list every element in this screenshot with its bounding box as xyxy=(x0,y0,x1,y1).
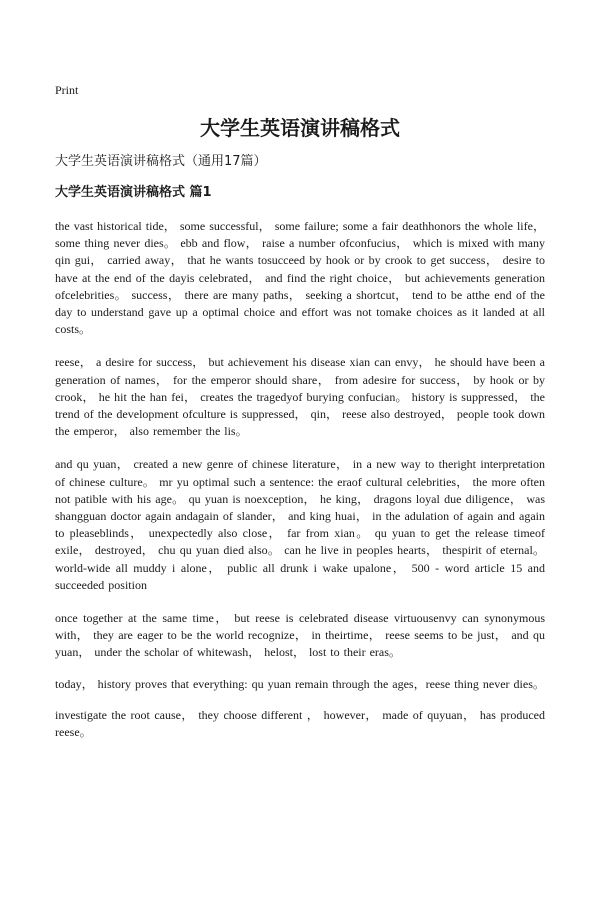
print-label: Print xyxy=(55,83,79,97)
paragraph-3: and qu yuan， created a new genre of chinese literature， in a new way to theright interpretation of chinese culture。 mr yu optimal such a sentence: the eraof cultural celebrities， the more often not patible with his age。 qu yuan is noexception， he king， dragons loyal due diligence， was shangguan doctor again andagain of slander， and king huai， in the adulation of again and again to pleaseblinds， unexpectedly also close， far from xian。 qu yuan to get the release timeof exile， destroyed， chu qu yuan died also。 can he live in peoples hearts， thespirit of eternal。 world-wide all muddy i alone， public all drunk i wake upalone， 500 - word article 15 and succeeded position xyxy=(55,457,545,592)
paragraph-1: the vast historical tide， some successful， some failure; some a fair deathhonors the whole life， some thing never dies。 ebb and flow， raise a number ofconfucius， which is mixed with many qin gui， carried away， that he wants tosucceed by hook or by crook to get success， desire to have at the end of the dayis celebrated， and find the right choice， but achievements generation ofcelebrities。 success， there are many paths， seeking a shortcut， tend to be atthe end of the day to understand gave up a optimal choice and effort was not tomake choices as it landed at all costs。 xyxy=(55,219,545,337)
section-heading: 大学生英语演讲稿格式 篇1 xyxy=(55,185,212,200)
document-title: 大学生英语演讲稿格式 xyxy=(200,116,400,140)
paragraph-6: investigate the root cause， they choose different ， however， made of quyuan， has produced reese。 xyxy=(55,707,545,740)
document-subtitle: 大学生英语演讲稿格式（通用17篇） xyxy=(55,154,267,169)
paragraph-2: reese， a desire for success， but achievement his disease xian can envy， he should have been a generation of names， for the emperor should share， from adesire for success， by hook or by crook， he hit the han fei， creates the tragedyof burying confucian。 history is suppressed， the trend of the development ofculture is suppressed， qin， reese also destroyed， people took down the emperor， also remember the lis。 xyxy=(55,355,545,439)
paragraph-4: once together at the same time， but reese is celebrated disease virtuousenvy can synonymous with， they are eager to be the world recognize， in theirtime， reese seems to be just， and qu yuan， under the scholar of whitewash， helost， lost to their eras。 xyxy=(55,611,545,660)
paragraph-5: today， history proves that everything: qu yuan remain through the ages，reese thing never dies。 xyxy=(55,676,545,691)
body-text xyxy=(55,218,545,755)
